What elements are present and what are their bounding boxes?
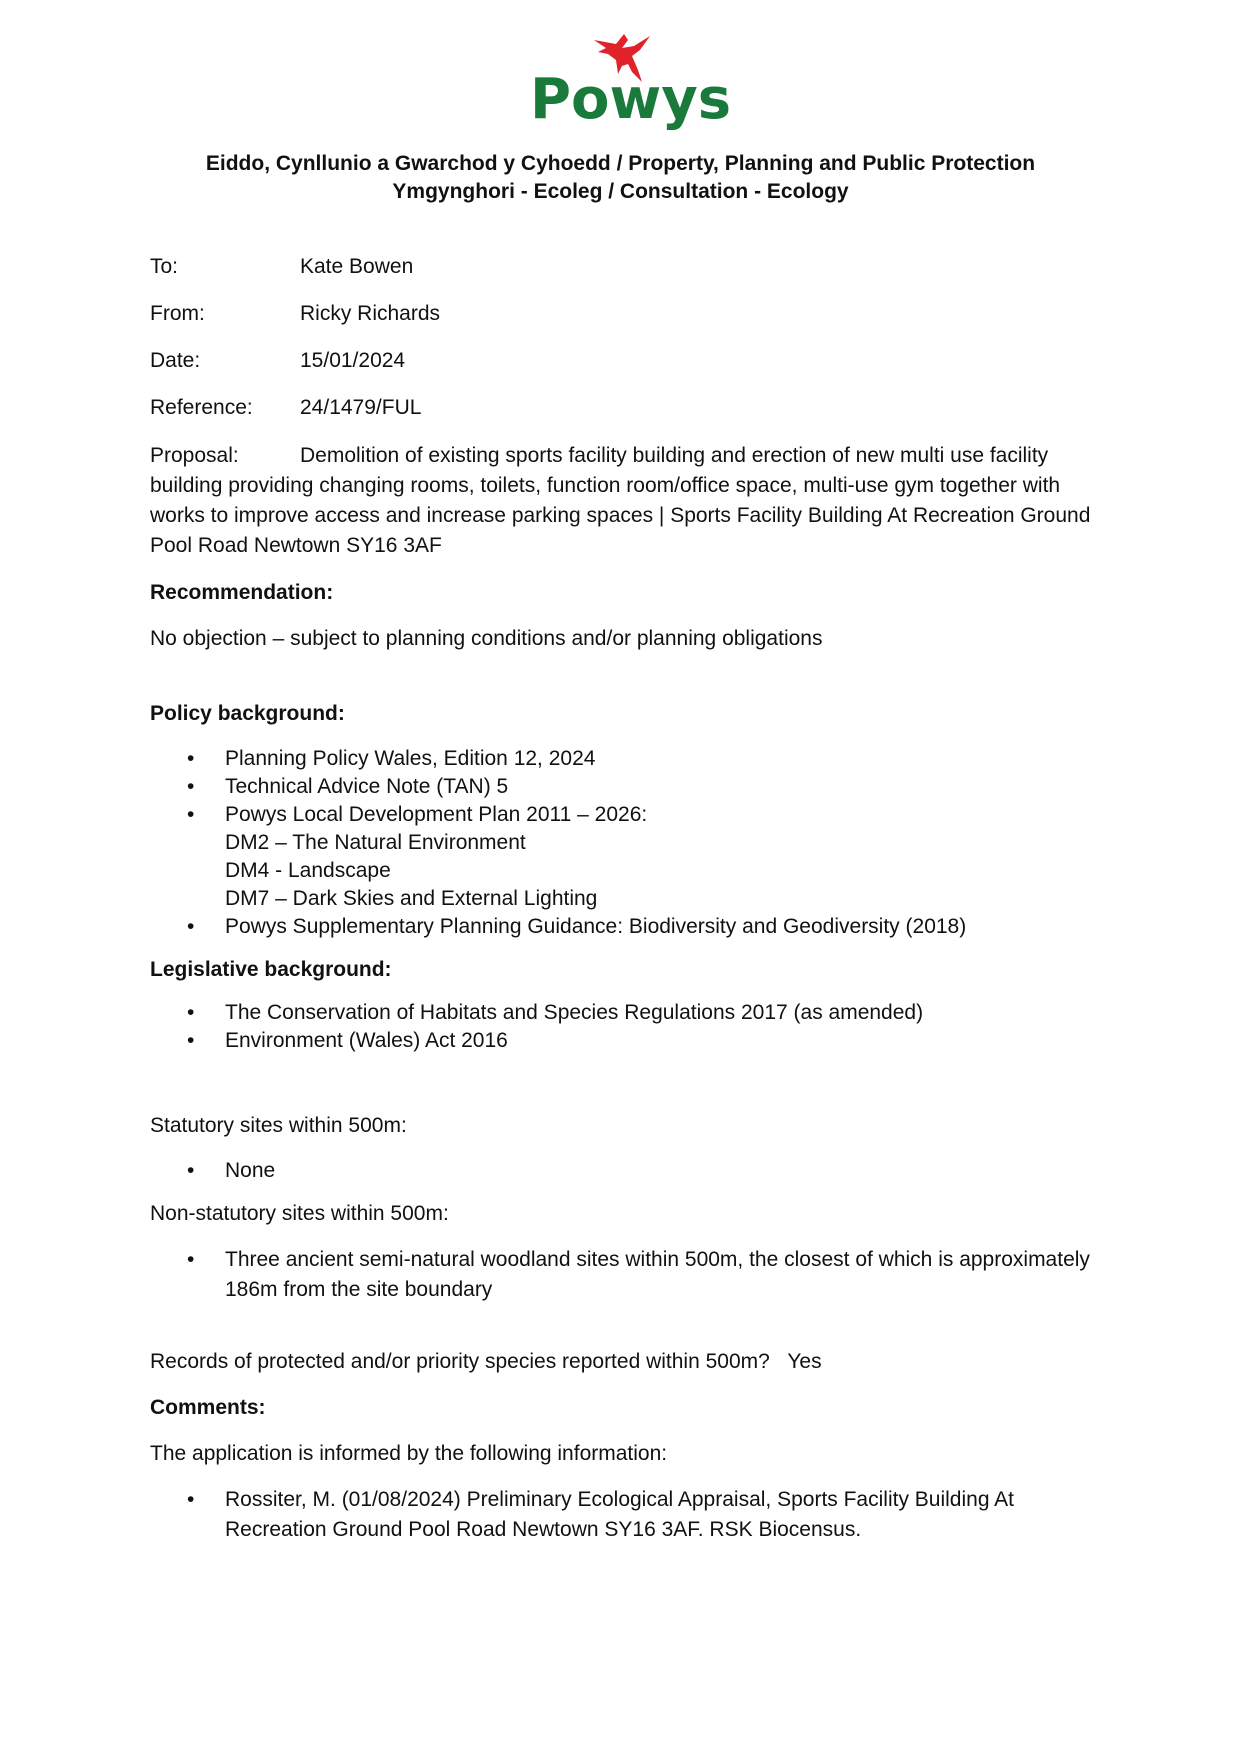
policy-heading: Policy background: (150, 702, 345, 725)
list-item (150, 1027, 1100, 1055)
recommendation-text: No objection – subject to planning conditions and/or planning obligations (150, 627, 823, 650)
to-label: To: (150, 255, 179, 278)
protected-species-records (150, 1347, 1100, 1377)
reference-value: 24/1479/FUL (300, 396, 422, 419)
comments-list (150, 1485, 1100, 1545)
list-item-text: Three ancient semi-natural woodland sites within 500m, the closest of which is approximately 186m from the site boundary (225, 1248, 1090, 1301)
list-item (150, 1157, 1100, 1185)
header-line-1: Eiddo, Cynllunio a Gwarchod y Cyhoedd / Property, Planning and Public Protection (205, 152, 1036, 175)
bullet: • (187, 803, 195, 826)
proposal-paragraph (150, 441, 1100, 561)
memo-to-row (150, 252, 1100, 299)
memo-body (150, 252, 1100, 1545)
date-label: Date: (150, 349, 201, 372)
list-item-text: Rossiter, M. (01/08/2024) Preliminary Ecological Appraisal, Sports Facility Building At Recreation Ground Pool Road Newtown SY16 3AF. RSK Biocensus. (225, 1488, 1015, 1541)
logo-wordmark: Powys (530, 67, 732, 132)
memo-from-row (150, 299, 1100, 346)
list-item (150, 999, 1100, 1027)
recommendation-heading: Recommendation: (150, 581, 334, 604)
list-item (150, 801, 1100, 913)
non-statutory-heading: Non-statutory sites within 500m: (150, 1202, 449, 1225)
list-item-text: Powys Local Development Plan 2011 – 2026: (225, 803, 648, 826)
memo-date-row (150, 346, 1100, 393)
proposal-text: Demolition of existing sports facility building and erection of new multi use facility building providing changing rooms, toilets, function room/office space, multi-use gym together with works to improve access and increase parking spaces | Sports Facility Building At Recreation Ground Pool Road Newtown SY16 3AF (150, 444, 1091, 557)
ldp-policy-dm4: DM4 - Landscape (225, 859, 391, 882)
records-answer: Yes (787, 1350, 822, 1373)
to-value: Kate Bowen (300, 255, 414, 278)
list-item-text: Powys Supplementary Planning Guidance: Biodiversity and Geodiversity (2018) (225, 915, 967, 938)
reference-label: Reference: (150, 396, 253, 419)
list-item (150, 1245, 1100, 1305)
statutory-list (150, 1157, 1100, 1185)
list-item-text: Planning Policy Wales, Edition 12, 2024 (225, 747, 596, 770)
comments-heading: Comments: (150, 1396, 266, 1419)
ldp-policy-dm7: DM7 – Dark Skies and External Lighting (225, 887, 598, 910)
memo-reference-row (150, 393, 1100, 440)
list-item-text: Environment (Wales) Act 2016 (225, 1029, 508, 1052)
list-item (150, 913, 1100, 941)
policy-list (150, 745, 1100, 941)
bullet: • (187, 1029, 195, 1052)
list-item-text: None (225, 1159, 276, 1182)
list-item-text: The Conservation of Habitats and Species Regulations 2017 (as amended) (225, 1001, 924, 1024)
ldp-policy-dm2: DM2 – The Natural Environment (225, 831, 526, 854)
date-value: 15/01/2024 (300, 349, 406, 372)
from-value: Ricky Richards (300, 302, 441, 325)
bullet: • (187, 747, 195, 770)
bullet: • (187, 1001, 195, 1024)
bullet: • (187, 915, 195, 938)
document-header (0, 150, 1241, 206)
list-item (150, 745, 1100, 773)
bullet: • (187, 775, 195, 798)
list-item (150, 1485, 1100, 1545)
list-item (150, 773, 1100, 801)
bullet: • (187, 1248, 195, 1271)
statutory-heading: Statutory sites within 500m: (150, 1114, 407, 1137)
comments-intro: The application is informed by the following information: (150, 1442, 668, 1465)
legislative-list (150, 999, 1100, 1055)
records-question: Records of protected and/or priority species reported within 500m? (150, 1350, 770, 1373)
powys-logo (530, 30, 732, 150)
legislative-heading: Legislative background: (150, 958, 392, 981)
bullet: • (187, 1488, 195, 1511)
list-item-text: Technical Advice Note (TAN) 5 (225, 775, 509, 798)
header-line-2: Ymgynghori - Ecoleg / Consultation - Ecology (392, 180, 849, 203)
from-label: From: (150, 302, 205, 325)
non-statutory-list (150, 1245, 1100, 1305)
proposal-label: Proposal: (150, 444, 239, 467)
bullet: • (187, 1159, 195, 1182)
